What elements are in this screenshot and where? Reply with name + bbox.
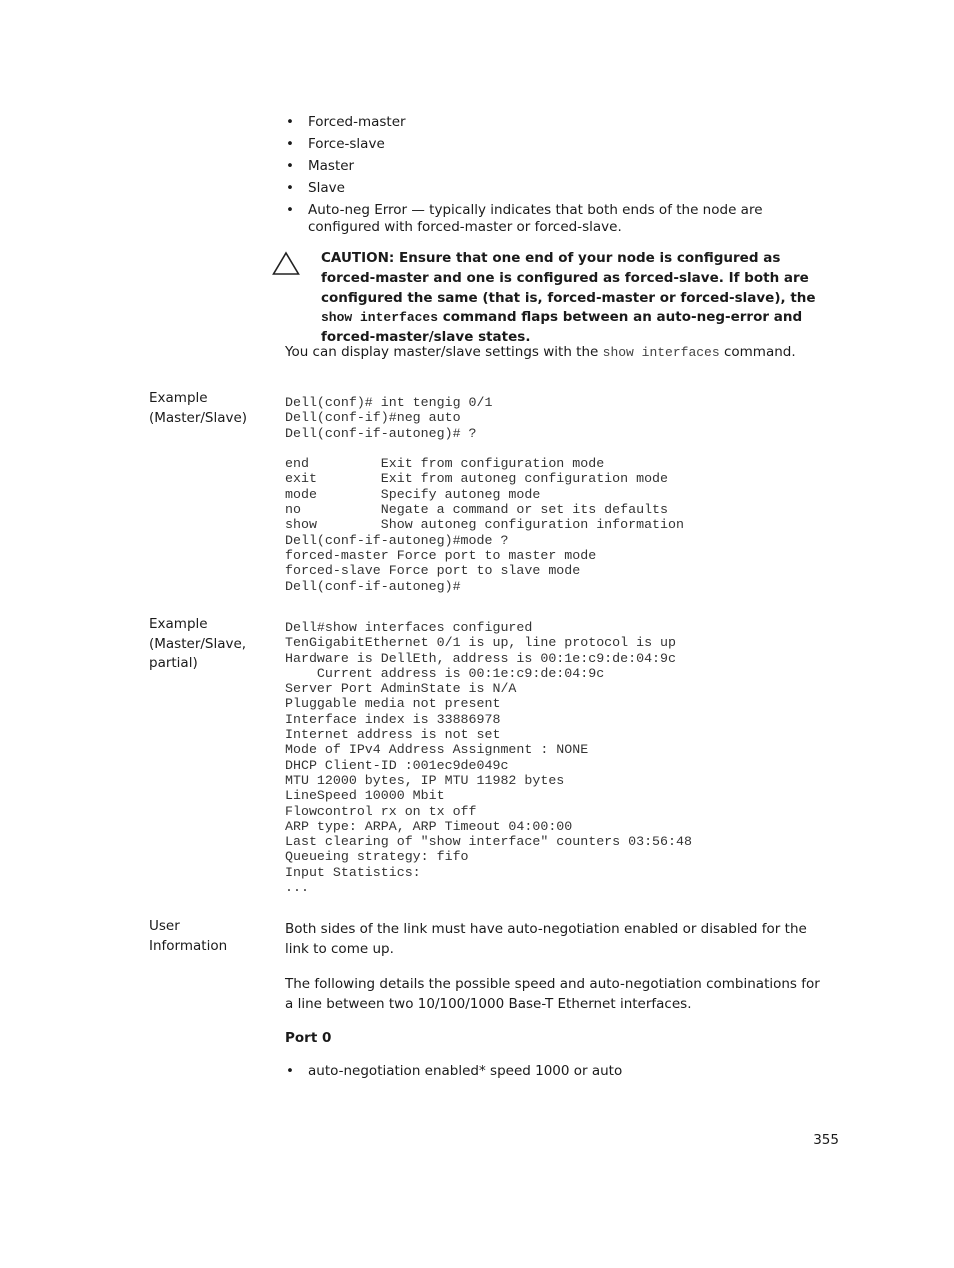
list-item: • Forced-master [286,114,406,130]
list-item: • auto-negotiation enabled* speed 1000 or auto [286,1063,623,1079]
example-master-slave-code: Dell(conf)# int tengig 0/1 Dell(conf-if)#neg auto Dell(conf-if-autoneg)# ? end Exit from configuration mode exit Exit from autoneg configuration mode mode Specify autoneg mode no Negate a command or set its defaults show Show autoneg configuration information Dell(conf-if-autoneg)#mode ? forced-master Force port to master mode forced-slave Force port to slave mode Dell(conf-if-autoneg)# [285,395,684,594]
inline-command: show interfaces [602,345,720,360]
list-item: • Master [286,158,355,174]
example-master-slave-label: Example (Master/Slave) [149,390,248,426]
example-partial-code: Dell#show interfaces configured TenGigabitEthernet 0/1 is up, line protocol is up Hardware is DellEth, address is 00:1e:c9:de:04:9c Current address is 00:1e:c9:de:04:9c Server Port AdminState is N/A Pluggable media not present Interface index is 33886978 Internet address is not set Mode of IPv4 Address Assignment : NONE DHCP Client-ID :001ec9de049c MTU 12000 bytes, IP MTU 11982 bytes LineSpeed 10000 Mbit Flowcontrol rx on tx off ARP type: ARPA, ARP Timeout 04:00:00 Last clearing of "show interface" counters 03:56:48 Queueing strategy: fifo Input Statistics: ... [285,620,692,896]
inline-command: show interfaces [321,310,439,326]
page-number: 355 [813,1132,839,1148]
list-item: • Auto-neg Error — typically indicates that both ends of the node are configured with forced-master or forced-slave. [286,202,763,235]
display-note: You can display master/slave settings with the show interfaces command. [285,344,796,360]
status-bullet-list [286,114,831,235]
example-partial-label: Example (Master/Slave, partial) [149,616,247,671]
list-item: • Force-slave [286,136,385,152]
caution-text: CAUTION: Ensure that one end of your node is configured as forced-master and one is configured as forced-slave. If both are configured the same (that is, forced-master or forced-slave), the show interfaces command flaps between an auto-neg-error and forced-master/slave states. [321,250,816,346]
user-info-paragraph-1: Both sides of the link must have auto-negotiation enabled or disabled for the link to come up. [285,921,807,957]
caution-box [271,249,841,346]
warning-triangle-icon [272,251,300,276]
user-info-paragraph-2: The following details the possible speed and auto-negotiation combinations for a line between two 10/100/1000 Base-T Ethernet interfaces. [285,976,820,1012]
port-bullet-list [286,1063,831,1080]
list-item: • Slave [286,180,345,196]
user-information-label: User Information [149,918,228,954]
port-heading: Port 0 [285,1030,332,1046]
